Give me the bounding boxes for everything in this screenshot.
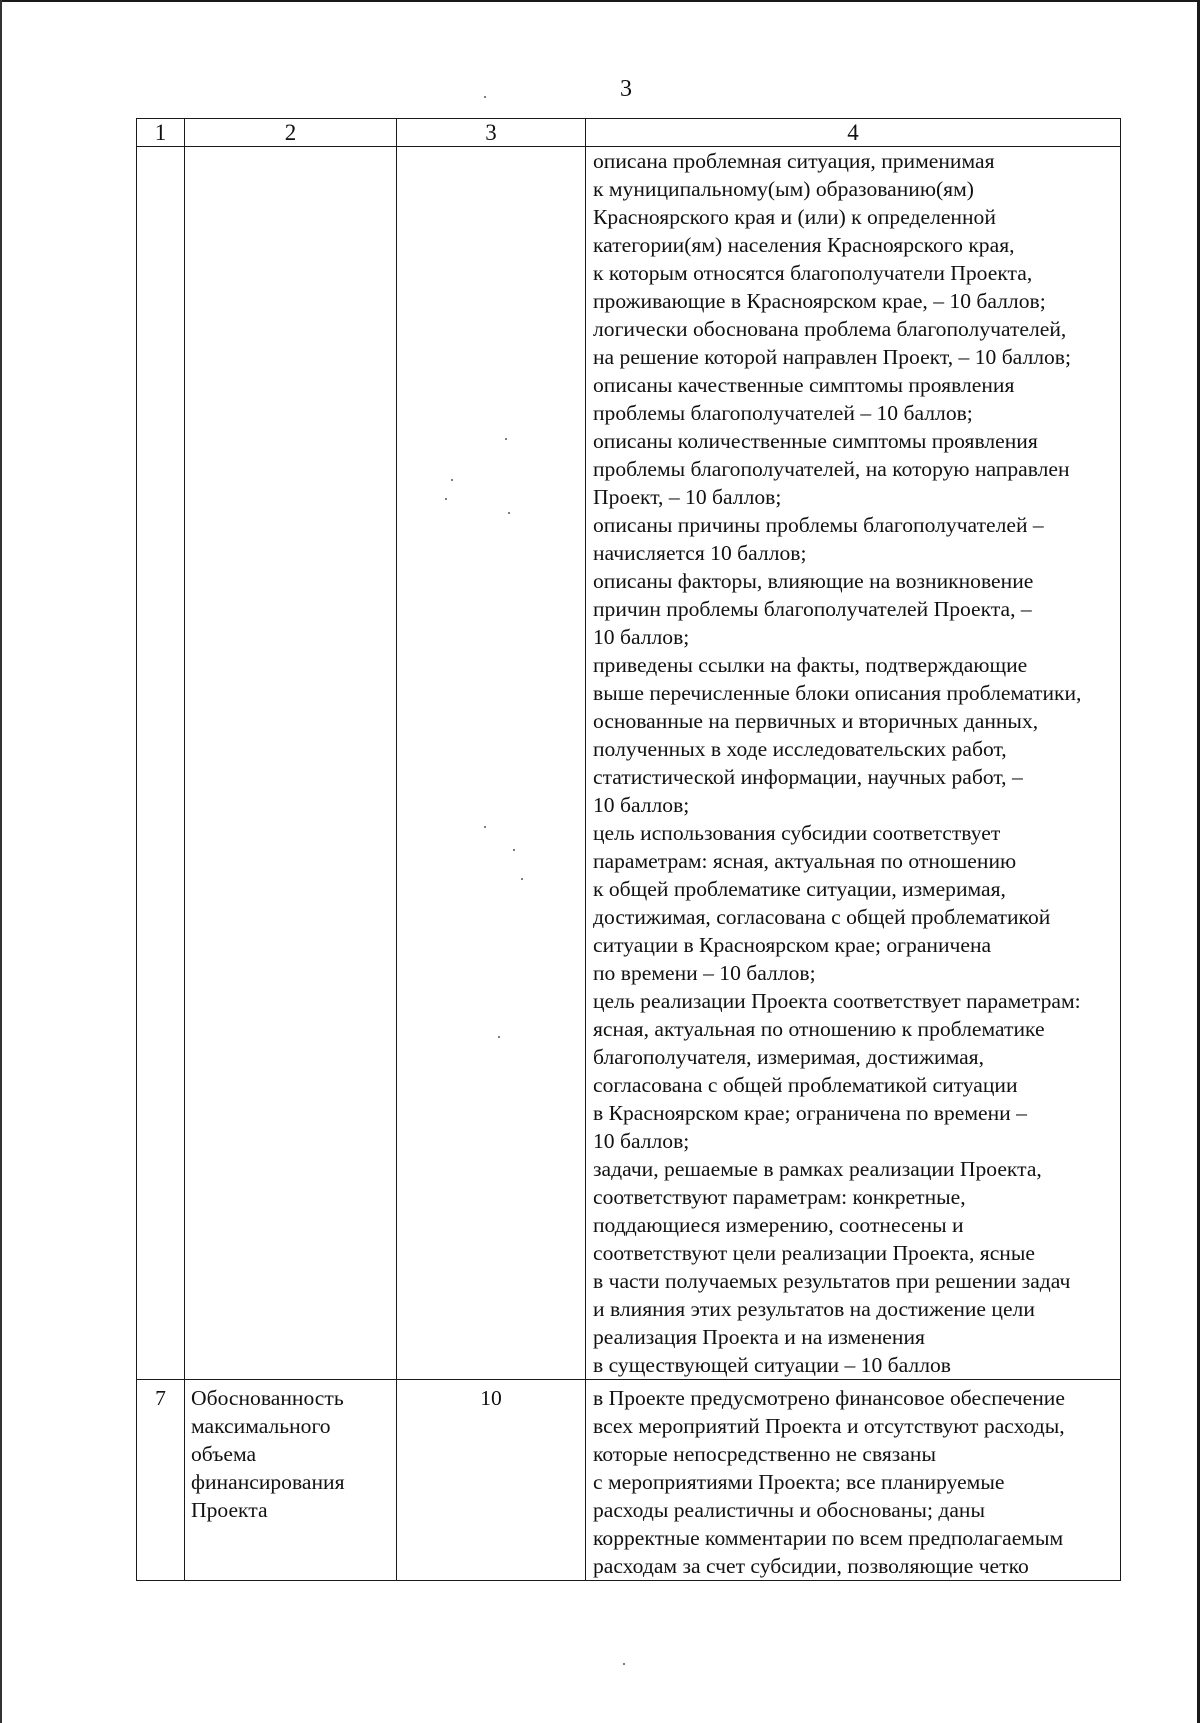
scan-speck xyxy=(484,826,486,828)
scan-speck xyxy=(484,96,486,98)
criteria-table xyxy=(136,118,1121,1581)
scan-speck xyxy=(451,479,453,481)
cell-description xyxy=(586,147,1121,1380)
scan-border-left xyxy=(0,0,2,1723)
header-col-2: 2 xyxy=(185,119,397,147)
table-row-7 xyxy=(137,1380,1121,1581)
cell-number xyxy=(137,1380,185,1581)
table-header-row xyxy=(137,119,1121,147)
header-col-1: 1 xyxy=(137,119,185,147)
scan-speck xyxy=(623,1663,625,1665)
scan-speck xyxy=(521,878,523,880)
header-col-4: 4 xyxy=(586,119,1121,147)
table-row-continuation xyxy=(137,147,1121,1380)
cell-criterion xyxy=(185,1380,397,1581)
cell-description xyxy=(586,1380,1121,1581)
cell-score-empty xyxy=(397,147,586,1380)
page-number: 3 xyxy=(620,76,632,102)
max-score-value: 10 xyxy=(480,1386,502,1410)
cell-max-score xyxy=(397,1380,586,1581)
scan-speck xyxy=(513,849,515,851)
cell-number-empty xyxy=(137,147,185,1380)
description-text: описана проблемная ситуация, применимая к муниципальному(ым) образованию(ям) Красноярского края и (или) к определенной категории(ям) населения Красноярского края, к которым относятся благополучатели Проекта, проживающие в Красноярском крае, – 10 баллов; логически обоснована проблема благополучателей, на решение которой направлен Проект, – 10 баллов; описаны качественные симптомы проявления проблемы благополучателей – 10 баллов; описаны количественные симптомы проявления проблемы благополучателей, на которую направлен Проект, – 10 баллов; описаны причины проблемы благополучателей – начисляется 10 баллов; описаны факторы, влияющие на возникновение причин проблемы благополучателей Проекта, – 10 баллов; приведены ссылки на факты, подтверждающие выше перечисленные блоки описания проблематики, основанные на первичных и вторичных данных, полученных в ходе исследовательских работ, статистической информации, научных работ, – 10 баллов; цель использования субсидии соответствует параметрам: ясная, актуальная по отношению к общей проблематике ситуации, измеримая, достижимая, согласована с общей проблематикой ситуации в Красноярском крае; ограничена по времени – 10 баллов; цель реализации Проекта соответствует параметрам: ясная, актуальная по отношению к проблематике благополучателя, измеримая, достижимая, согласована с общей проблематикой ситуации в Красноярском крае; ограничена по времени – 10 баллов; задачи, решаемые в рамках реализации Проекта, соответствуют параметрам: конкретные, поддающиеся измерению, соотнесены и соответствуют цели реализации Проекта, ясные в части получаемых результатов при решении задач и влияния этих результатов на достижение цели реализация Проекта и на изменения в существующей ситуации – 10 баллов xyxy=(593,149,1082,1377)
row-number: 7 xyxy=(155,1386,166,1410)
header-col-3: 3 xyxy=(397,119,586,147)
cell-criterion-empty xyxy=(185,147,397,1380)
scan-speck xyxy=(505,438,507,440)
scan-speck xyxy=(508,512,510,514)
scan-speck xyxy=(498,1036,500,1038)
scan-border-top xyxy=(0,0,1200,2)
description-text: в Проекте предусмотрено финансовое обеспечение всех мероприятий Проекта и отсутствуют расходы, которые непосредственно не связаны с мероприятиями Проекта; все планируемые расходы реалистичны и обоснованы; даны корректные комментарии по всем предполагаемым расходам за счет субсидии, позволяющие четко xyxy=(593,1386,1065,1578)
scan-speck xyxy=(445,498,447,500)
criterion-text: Обоснованность максимального объема финансирования Проекта xyxy=(191,1386,345,1522)
